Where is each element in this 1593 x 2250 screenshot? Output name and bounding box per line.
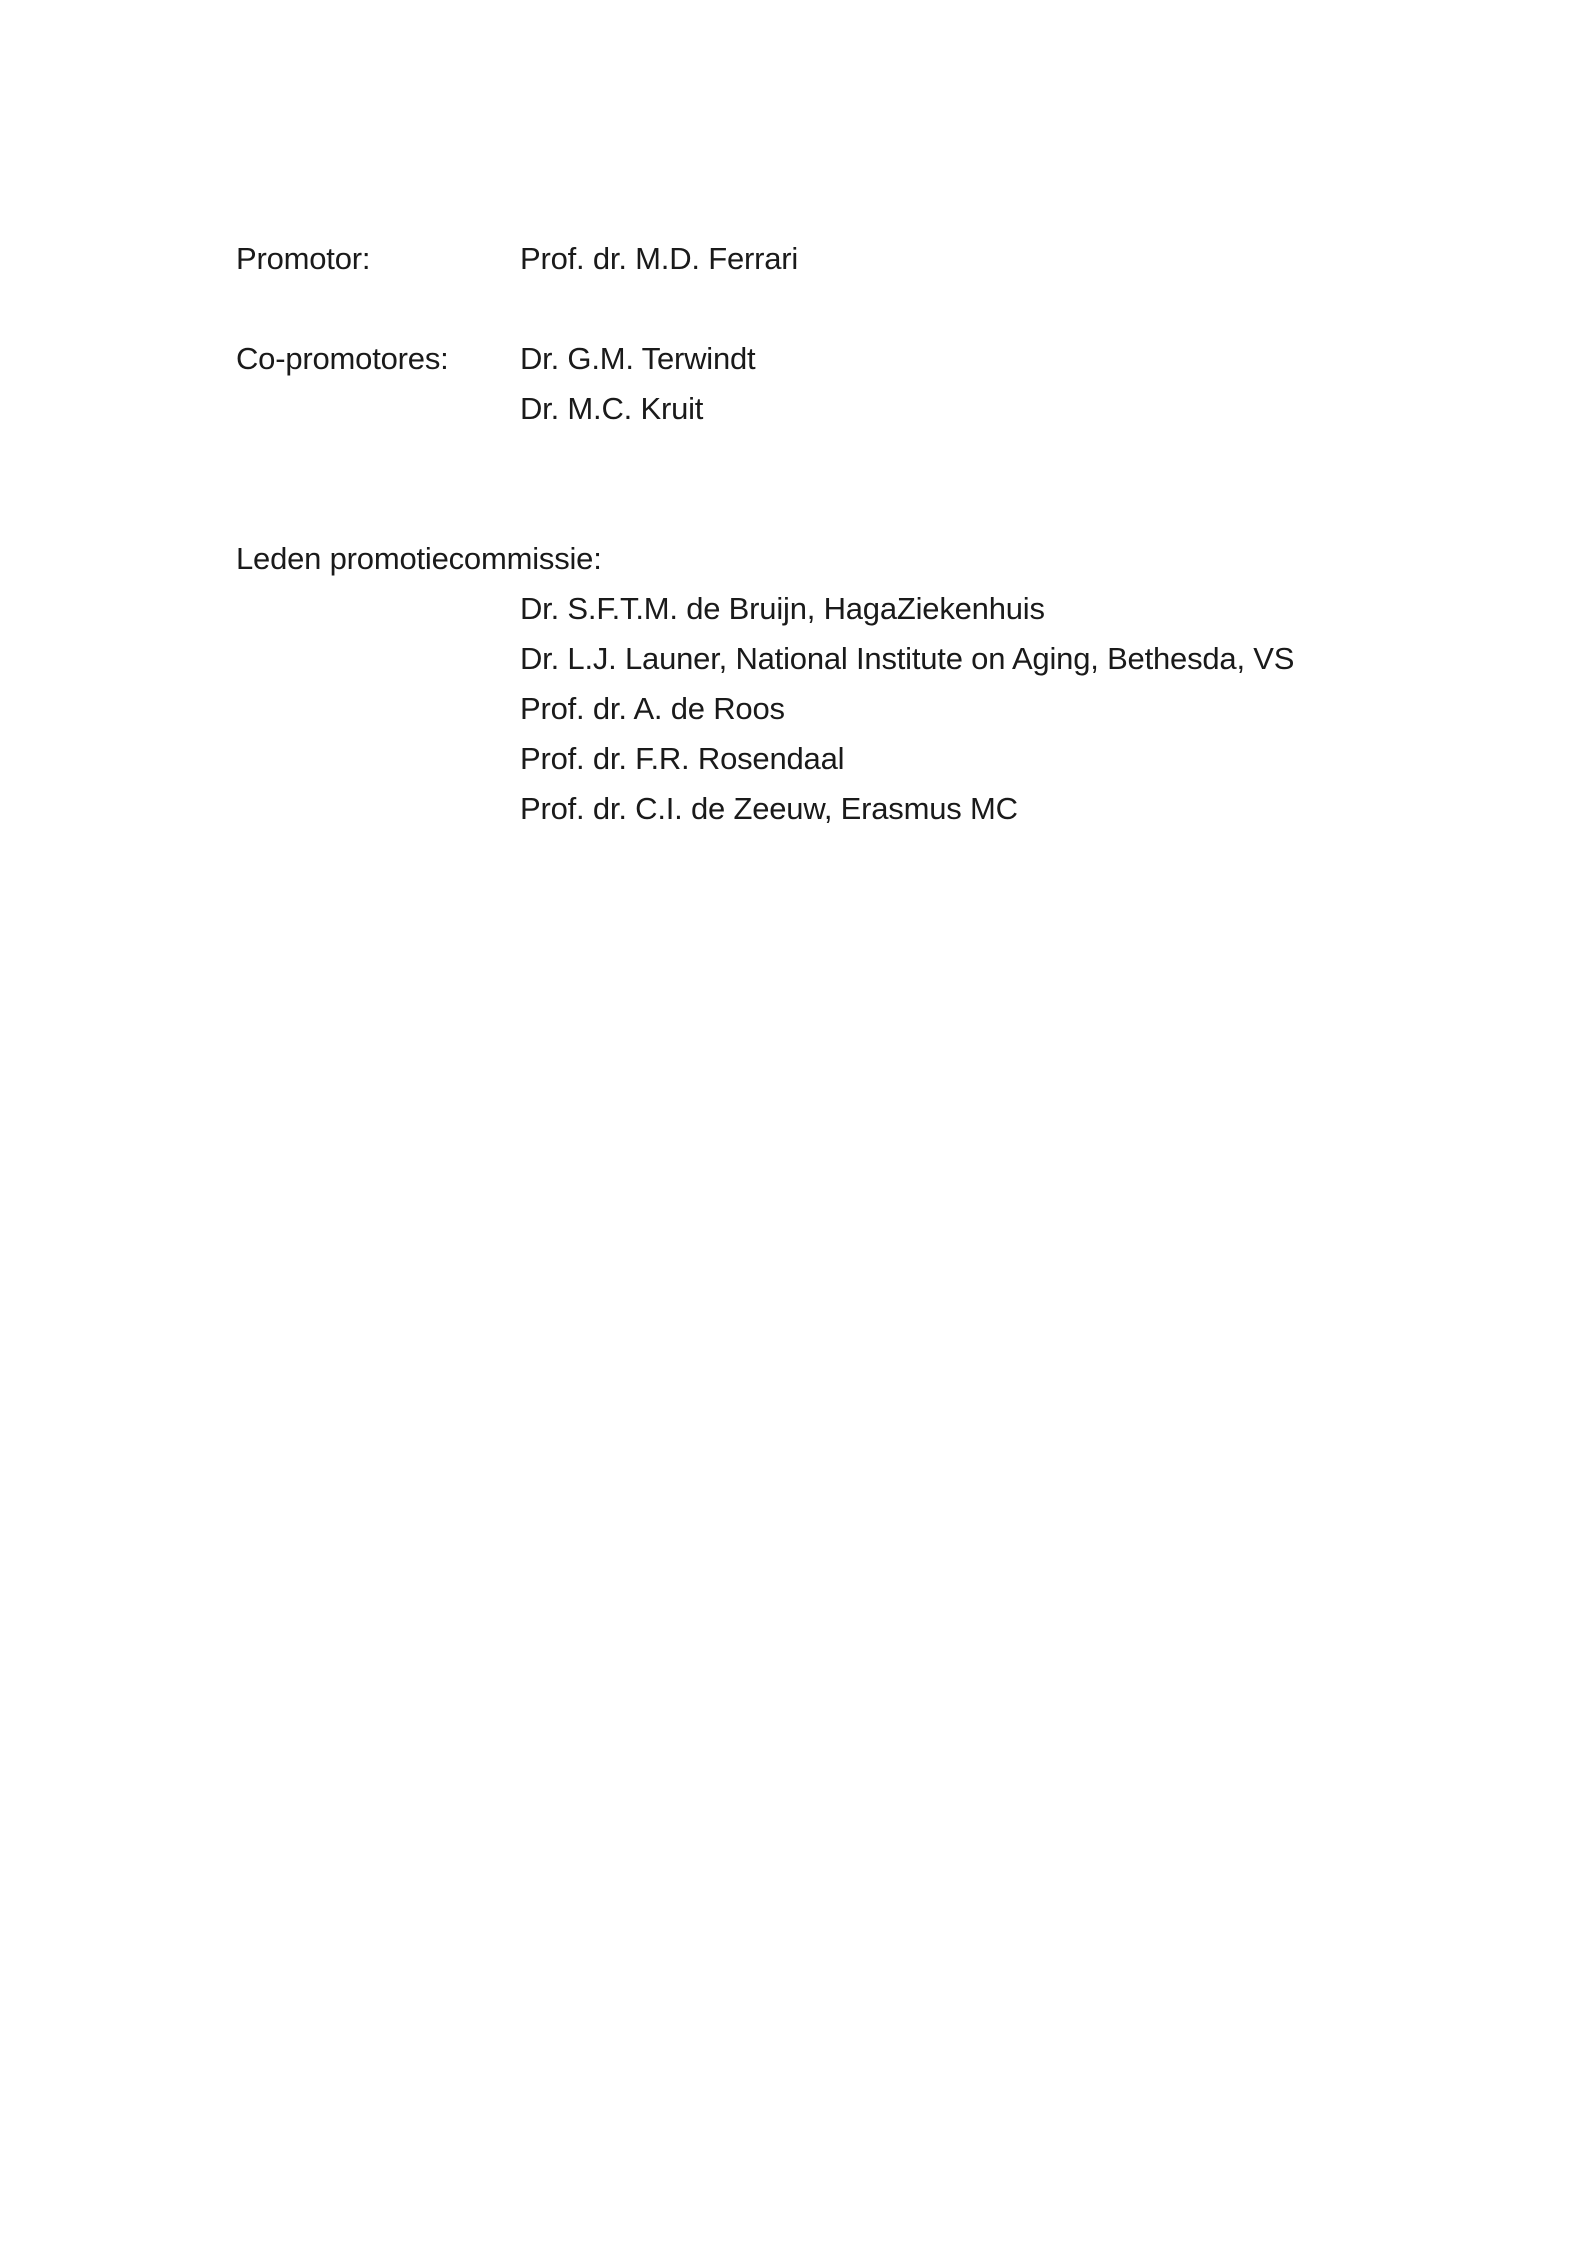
co-promotores-label: Co-promotores: — [236, 341, 449, 376]
committee-member: Prof. dr. A. de Roos — [520, 691, 785, 726]
committee-label: Leden promotiecommissie: — [236, 541, 602, 576]
co-promotor-name: Dr. G.M. Terwindt — [520, 341, 756, 376]
promotor-name: Prof. dr. M.D. Ferrari — [520, 241, 799, 276]
committee-member: Dr. L.J. Launer, National Institute on Aging, Bethesda, VS — [520, 641, 1295, 676]
committee-member: Dr. S.F.T.M. de Bruijn, HagaZiekenhuis — [520, 591, 1045, 626]
committee-member: Prof. dr. F.R. Rosendaal — [520, 741, 845, 776]
co-promotor-name: Dr. M.C. Kruit — [520, 391, 704, 426]
committee-member: Prof. dr. C.I. de Zeeuw, Erasmus MC — [520, 791, 1018, 826]
promotor-label: Promotor: — [236, 241, 371, 276]
